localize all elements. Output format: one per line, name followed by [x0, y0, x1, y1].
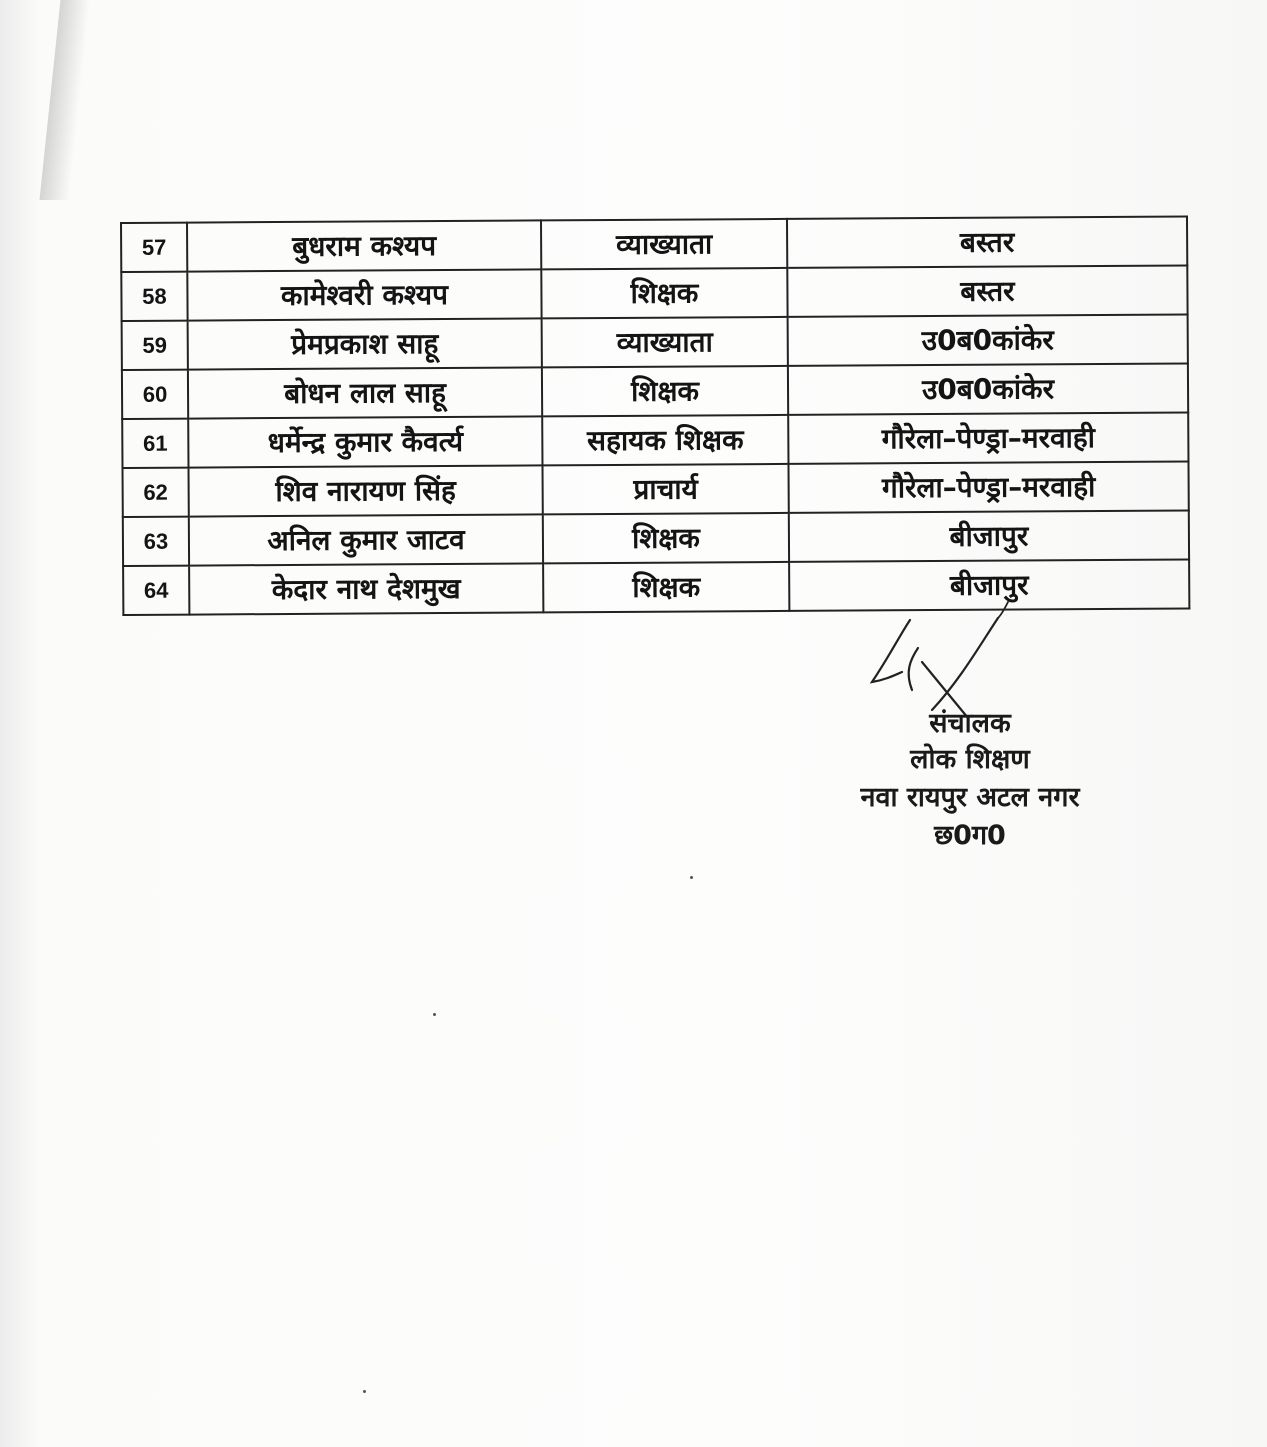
name-cell: कामेश्वरी कश्यप — [187, 269, 541, 320]
serial-number-cell: 62 — [123, 468, 189, 517]
designation-cell: शिक्षक — [542, 366, 788, 417]
district-cell: बीजापुर — [789, 559, 1189, 610]
name-cell: धर्मेन्द्र कुमार कैवर्त्य — [188, 416, 542, 467]
roster-table — [120, 215, 1190, 616]
table-row — [121, 216, 1187, 272]
table-row — [123, 510, 1189, 566]
table-row — [123, 461, 1189, 517]
district-cell: उ0ब0कांकेर — [788, 314, 1188, 365]
signatory-state: छ0ग0 — [934, 820, 1006, 851]
district-cell: गौरेला–पेण्ड्रा–मरवाही — [788, 461, 1188, 512]
district-cell: उ0ब0कांकेर — [788, 363, 1188, 414]
signatory-department: लोक शिक्षण — [910, 744, 1030, 775]
district-cell: बीजापुर — [789, 510, 1189, 561]
table-row — [122, 363, 1188, 419]
serial-number-cell: 61 — [122, 419, 188, 468]
designation-cell: शिक्षक — [541, 268, 787, 319]
designation-cell: शिक्षक — [543, 513, 789, 564]
signatory-title: संचालक — [929, 708, 1011, 739]
handwritten-signature — [860, 600, 1020, 720]
district-cell: बस्तर — [787, 265, 1187, 316]
page-edge-shadow — [39, 0, 90, 200]
serial-number-cell: 60 — [122, 370, 188, 419]
serial-number-cell: 64 — [123, 566, 189, 615]
name-cell: प्रेमप्रकाश साहू — [188, 318, 542, 369]
designation-cell: प्राचार्य — [542, 464, 788, 515]
serial-number-cell: 59 — [122, 321, 188, 370]
designation-cell: व्याख्याता — [541, 219, 787, 270]
serial-number-cell: 63 — [123, 517, 189, 566]
serial-number-cell: 58 — [121, 272, 187, 321]
name-cell: बोधन लाल साहू — [188, 367, 542, 418]
scan-speck — [690, 876, 693, 879]
scan-speck — [363, 1390, 366, 1393]
serial-number-cell: 57 — [121, 223, 187, 272]
district-cell: बस्तर — [787, 216, 1187, 267]
table-row — [122, 314, 1188, 370]
district-cell: गौरेला–पेण्ड्रा–मरवाही — [788, 412, 1188, 463]
designation-cell: सहायक शिक्षक — [542, 415, 788, 466]
name-cell: शिव नारायण सिंह — [189, 465, 543, 516]
name-cell: बुधराम कश्यप — [187, 220, 541, 271]
table-row — [122, 412, 1188, 468]
designation-cell: शिक्षक — [543, 562, 789, 613]
name-cell: अनिल कुमार जाटव — [189, 514, 543, 565]
name-cell: केदार नाथ देशमुख — [189, 563, 543, 614]
roster-table-container — [120, 215, 1190, 616]
designation-cell: व्याख्याता — [542, 317, 788, 368]
signatory-location: नवा रायपुर अटल नगर — [860, 782, 1080, 813]
scan-speck — [433, 1013, 436, 1016]
signatory-block — [780, 600, 1160, 870]
table-row — [121, 265, 1187, 321]
